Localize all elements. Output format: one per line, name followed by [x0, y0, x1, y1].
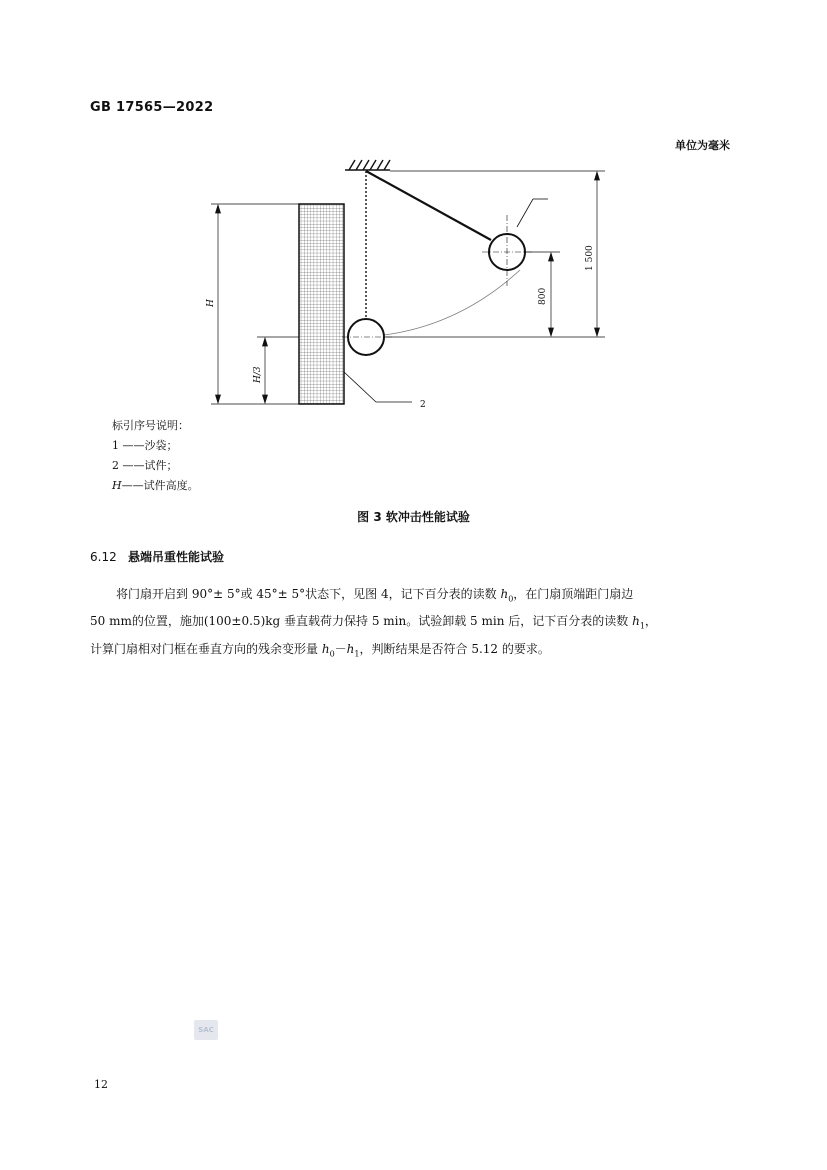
dim-label-1500: 1 500 [585, 245, 595, 271]
dimension-1500 [595, 172, 600, 336]
callout-leader [344, 372, 412, 402]
page-number: 12 [94, 1078, 108, 1091]
dim-label-h3: H/3 [253, 366, 263, 383]
standard-number: GB 17565—2022 [90, 100, 214, 115]
figure-caption: 图 3 软冲击性能试验 [357, 510, 470, 524]
dim-label-h: H [206, 299, 216, 307]
sandbag-rest [342, 319, 392, 355]
swing-arc [384, 270, 520, 335]
sac-watermark-logo: SAC [194, 1020, 218, 1040]
section-title: 悬端吊重性能试验 [128, 550, 225, 564]
section-heading [90, 548, 224, 565]
legend-item-h: H——试件高度。 [112, 479, 199, 492]
callout-label-2: 2 [420, 400, 426, 410]
sandbag-raised [482, 199, 548, 286]
raised-rope [366, 171, 491, 240]
unit-note: 单位为毫米 [675, 139, 730, 152]
legend-item-2: 2 ——试件； [112, 459, 178, 472]
ceiling-support [345, 160, 390, 170]
legend-title: 标引序号说明： [112, 419, 189, 432]
dim-label-800: 800 [538, 287, 548, 305]
legend-item-1: 1 ——沙袋； [112, 439, 178, 452]
specimen-panel [299, 204, 344, 404]
dimension-800 [549, 253, 554, 336]
dimension-h3 [263, 338, 268, 403]
dimension-h [216, 205, 221, 403]
section-number: 6.12 [90, 550, 117, 564]
section-paragraph: 将门扇开启到 90°± 5°或 45°± 5°状态下，见图 4，记下百分表的读数 $h_0$，在门扇顶端距门扇边 50 mm的位置，施加(100±0.5)kg 垂直载荷力保持 5 min。试验卸载 5 min 后，记下百分表的读数 $h_1$， 计算门扇相对门框在垂直方向的残余变形量 $h_0-h_1$，判断结果是否符合 5.12 的要求。 [90, 587, 657, 659]
